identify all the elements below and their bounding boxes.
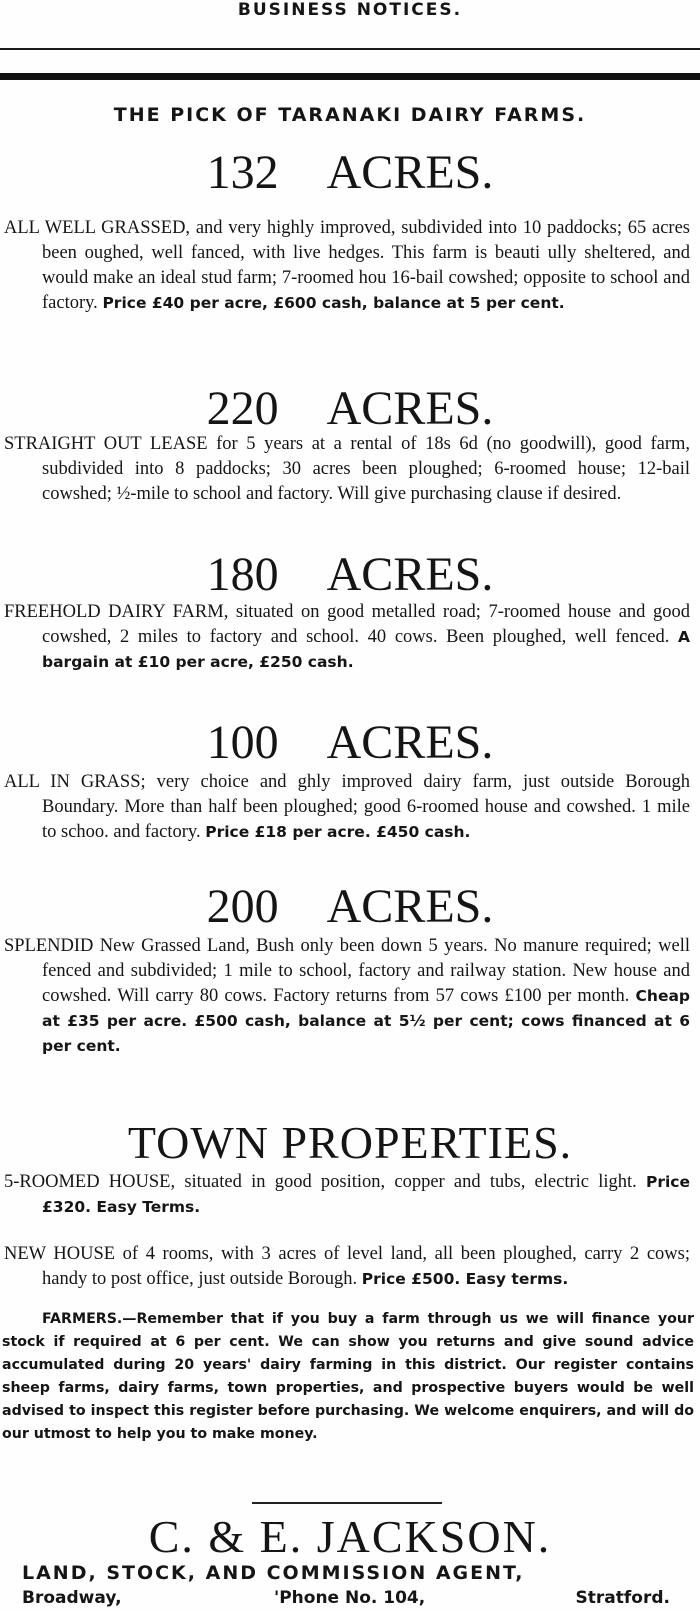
- listing-price: Cheap at £35 per acre. £500 cash, balance at 5½ per cent; cows financed at 6 per cent.: [42, 987, 691, 1055]
- listing-heading: [0, 882, 700, 932]
- header-rule-thick: [0, 73, 700, 80]
- footer-rule: [252, 1502, 442, 1504]
- town-listing: [4, 1242, 690, 1292]
- acres-word: ACRES.: [326, 880, 494, 933]
- listing-description: [4, 934, 690, 1059]
- header-rule-thin: [0, 48, 700, 50]
- acres-number: 220: [206, 382, 279, 435]
- listing-text: ALL WELL GRASSED, and very highly improved, subdivided into 10 paddocks; 65 acres been oughed, well fanced, with live hedges. This farm is beauti ully sheltered, and would make an ideal stud farm; 7-roomed hou 16-bail cowshed; opposite to school and factory.: [4, 218, 690, 313]
- address-street: Broadway,: [22, 1588, 122, 1608]
- town-price: Price £320. Easy Terms.: [42, 1173, 691, 1216]
- town-properties-heading: TOWN PROPERTIES.: [127, 1117, 573, 1168]
- listing-text: ALL IN GRASS; very choice and ghly improved dairy farm, just outside Borough Boundary. More than half been ploughed; good 6-roomed house and cowshed. 1 mile to schoo. and factory.: [4, 772, 690, 842]
- acres-number: 132: [206, 146, 279, 199]
- listing-price: A bargain at £10 per acre, £250 cash.: [42, 628, 690, 671]
- address-phone: 'Phone No. 104,: [274, 1588, 426, 1608]
- town-text: 5-ROOMED HOUSE, situated in good position, copper and tubs, electric light.: [4, 1172, 637, 1192]
- farmers-text: FARMERS.—Remember that if you buy a farm through us we will finance your stock if required at 6 per cent. We can show you returns and give sound advice accumulated during 20 years' dairy farming in this district. Our register contains sheep farms, dairy farms, town properties, and prospective buyers would be well advised to inspect this register before purchasing. We welcome enquirers, and will do our utmost to help you to make money.: [2, 1311, 694, 1442]
- firm-name: C. & E. JACKSON.: [148, 1511, 552, 1562]
- acres-word: ACRES.: [326, 146, 494, 199]
- listing-price: Price £18 per acre. £450 cash.: [205, 823, 471, 841]
- town-price: Price £500. Easy terms.: [361, 1270, 569, 1288]
- acres-word: ACRES.: [326, 548, 494, 601]
- address-town: Stratford.: [575, 1588, 670, 1608]
- listing-description: [4, 770, 690, 845]
- agent-description: LAND, STOCK, AND COMMISSION AGENT,: [22, 1562, 525, 1584]
- listing-text: STRAIGHT OUT LEASE for 5 years at a rental of 18s 6d (no goodwill), good farm, subdivided into 8 paddocks; 30 acres been ploughed; 6-roomed house; 12-bail cowshed; ½-mile to school and factory. Will give purchasing clause if desired.: [4, 434, 690, 504]
- acres-number: 100: [206, 716, 279, 769]
- town-text: NEW HOUSE of 4 rooms, with 3 acres of level land, all been ploughed, carry 2 cows; handy to post office, just outside Borough.: [4, 1244, 690, 1289]
- listing-text: SPLENDID New Grassed Land, Bush only been down 5 years. No manure required; well fenced and subdivided; 1 mile to school, factory and railway station. New house and cowshed. Will carry 80 cows. Factory returns from 57 cows £100 per month.: [4, 936, 690, 1006]
- listing-description: [4, 600, 690, 675]
- advert-title: THE PICK OF TARANAKI DAIRY FARMS.: [113, 104, 587, 126]
- listing-text: FREEHOLD DAIRY FARM, situated on good metalled road; 7-roomed house and good cowshed, 2 miles to factory and school. 40 cows. Been ploughed, well fenced.: [4, 602, 690, 647]
- listing-description: [4, 216, 690, 316]
- farmers-notice: [2, 1308, 694, 1446]
- town-listing: [4, 1170, 690, 1220]
- acres-word: ACRES.: [326, 382, 494, 435]
- listing-heading: [0, 384, 700, 434]
- listing-heading: [0, 148, 700, 198]
- acres-number: 200: [206, 880, 279, 933]
- acres-number: 180: [206, 548, 279, 601]
- acres-word: ACRES.: [326, 716, 494, 769]
- section-header: BUSINESS NOTICES.: [237, 0, 463, 20]
- listing-price: Price £40 per acre, £600 cash, balance at 5 per cent.: [102, 294, 565, 312]
- listing-heading: [0, 718, 700, 768]
- listing-description: [4, 432, 690, 507]
- listing-heading: [0, 550, 700, 600]
